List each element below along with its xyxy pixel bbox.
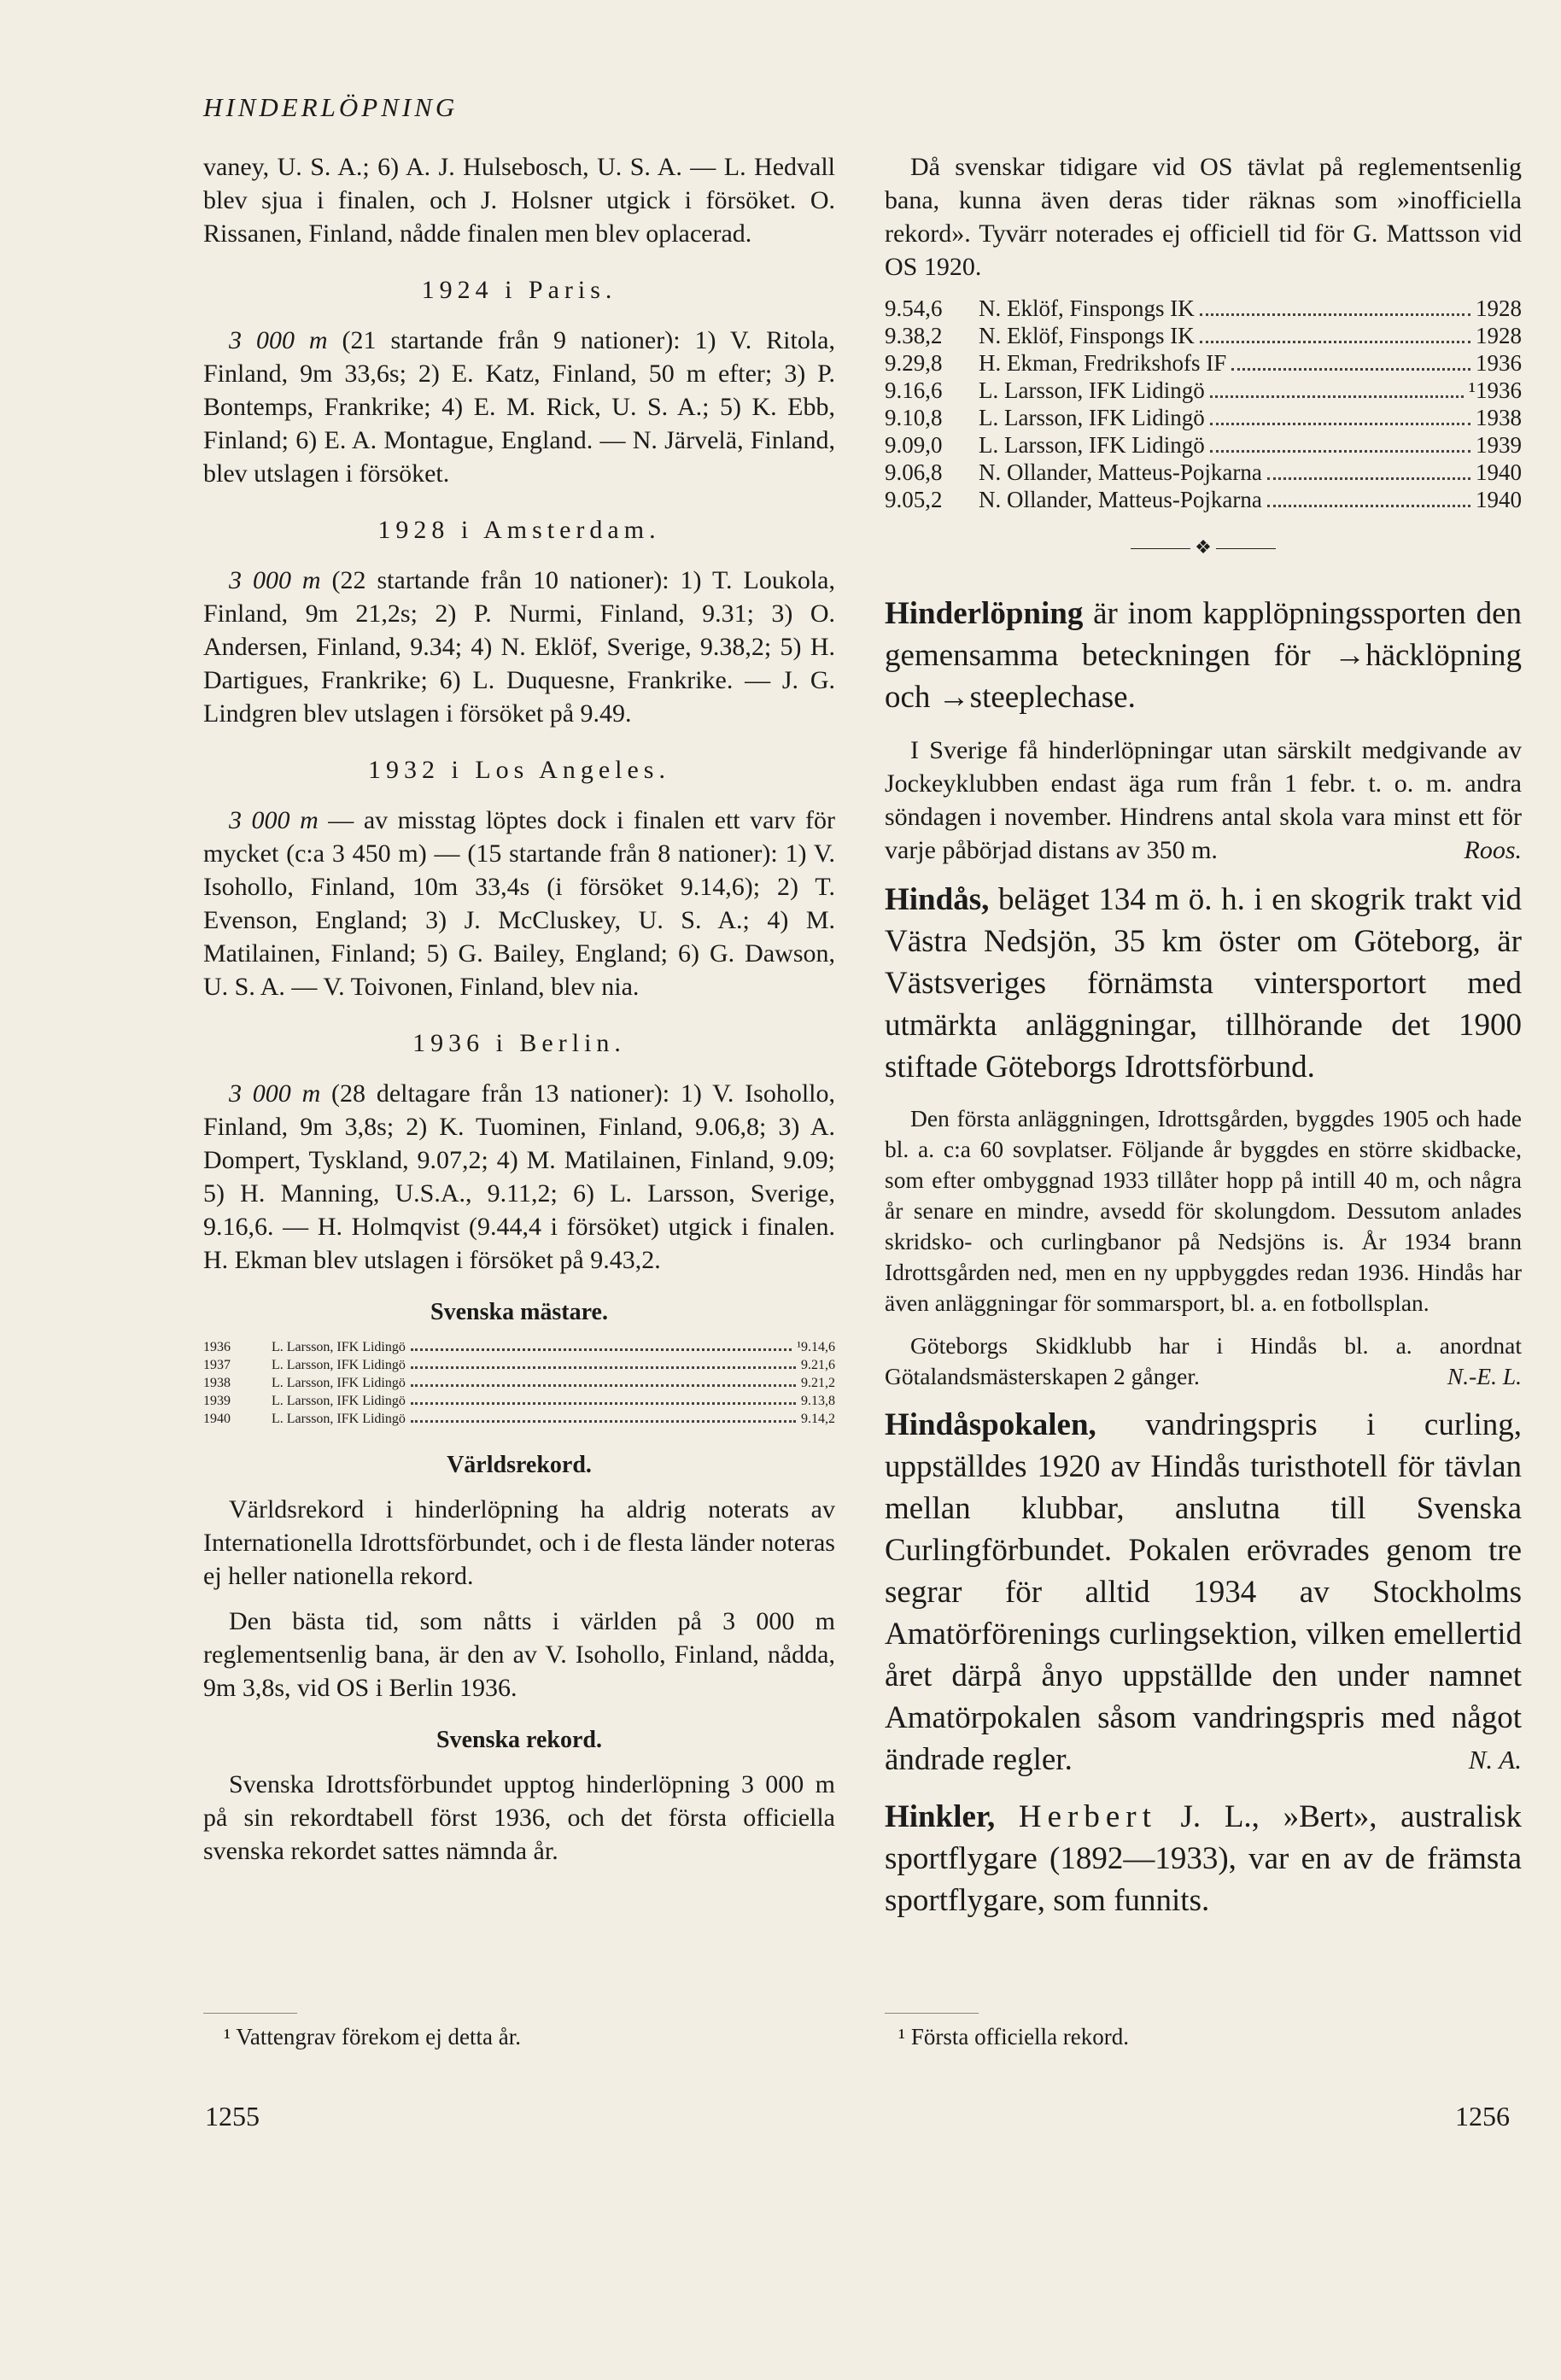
- right-footnote-rule: [885, 2013, 979, 2014]
- section-ornament: [885, 536, 1522, 558]
- author-signature: Roos.: [1464, 836, 1522, 864]
- masters-heading: Svenska mästare.: [430, 1299, 608, 1325]
- event-label: 3 000 m: [229, 326, 328, 354]
- table-row: 9.06,8 N. Ollander, Matteus-Pojkarna 1940: [885, 459, 1522, 485]
- left-page-number: 1255: [205, 2101, 260, 2131]
- author-signature: N.-E. L.: [1447, 1363, 1522, 1389]
- running-header: HINDERLÖPNING: [203, 92, 459, 122]
- entry-hinkler: Hinkler, Herbert J. L., »Bert», australisk sportflygare (1892—1933), var en av de främsta sportflygare, som funnits.: [885, 1799, 1522, 1918]
- left-footnote-rule: [203, 2013, 297, 2014]
- entry-hinderlopning: Hinderlöpning är inom kapplöpningssporten den gemensamma beteckningen för →häcklöpning och →steeplechase.: [885, 596, 1522, 715]
- author-signature: N. A.: [1468, 1745, 1522, 1775]
- hindas-paragraph-3: Göteborgs Skidklubb har i Hindås bl. a. anordnat Götalandsmästerskapen 2 gånger. N.-E. L.: [885, 1330, 1522, 1392]
- table-row: 9.09,0 L. Larsson, IFK Lidingö 1939: [885, 432, 1522, 458]
- paragraph-1936: 3 000 m (28 deltagare från 13 nationer): 1) V. Isohollo, Finland, 9m 3,8s; 2) K. Tuominen, Finland, 9.06,8; 3) A. Dompert, Tyskland, 9.07,2; 4) M. Matilainen, Finland, 9.09; 5) H. Manning, U.S.A., 9.11,2; 6) L. Larsson, Sverige, 9.16,6. — H. Holmqvist (9.44,4 i försöket) utgick i finalen. H. Ekman blev utslagen i försöket på 9.43,2.: [203, 1079, 835, 1274]
- entry-title: Hinkler,: [885, 1799, 996, 1834]
- event-label: 3 000 m: [229, 1079, 321, 1108]
- table-row: 1936 L. Larsson, IFK Lidingö ¹9.14,6: [203, 1340, 835, 1354]
- table-row: 9.16,6 L. Larsson, IFK Lidingö ¹1936: [885, 377, 1522, 403]
- table-row: 9.38,2 N. Eklöf, Finspongs IK 1928: [885, 323, 1522, 348]
- section-1924-heading: 1924 i Paris.: [421, 276, 617, 304]
- table-row: 9.05,2 N. Ollander, Matteus-Pojkarna 1940: [885, 487, 1522, 512]
- section-1932-heading: 1932 i Los Angeles.: [368, 756, 670, 784]
- paragraph-1924: 3 000 m (21 startande från 9 nationer): 1) V. Ritola, Finland, 9m 33,6s; 2) E. Katz, Finland, 50 m efter; 3) P. Bontemps, Frankrike; 4) E. M. Rick, U. S. A.; 5) K. Ebb, Finland; 6) E. A. Montague, England. — N. Järvelä, Finland, blev utslagen i försöket.: [203, 326, 835, 488]
- table-row: 9.54,6 N. Eklöf, Finspongs IK 1928: [885, 295, 1522, 321]
- world-record-paragraph-1: Världsrekord i hinderlöpning ha aldrig noterats av Internationella Idrottsförbundet, och i de flesta länder noteras ej heller nationella rekord.: [203, 1495, 835, 1590]
- right-column: [885, 150, 1522, 1937]
- table-row: 1937 L. Larsson, IFK Lidingö 9.21,6: [203, 1358, 835, 1372]
- swedish-record-heading: Svenska rekord.: [436, 1727, 602, 1753]
- right-footnote: ¹ Första officiella rekord.: [898, 2024, 1130, 2050]
- entry-hindaspokalen: Hindåspokalen, vandringspris i curling, uppställdes 1920 av Hindås turisthotell för tävlan mellan klubbar, anslutna till Svenska Curlingförbundet. Pokalen erövrades genom tre segrar för alltid 1934 av Stockholms Amatörförenings curlingsektion, vilken emellertid året därpå ånyo uppställde den under namnet Amatörpokalen såsom vandringspris med något ändrade regler. N. A.: [885, 1404, 1522, 1781]
- left-footnote: ¹ Vattengrav förekom ej detta år.: [224, 2024, 521, 2050]
- records-intro-paragraph: Då svenskar tidigare vid OS tävlat på reglementsenlig bana, kunna även deras tider räknas som »inofficiella rekord». Tyvärr noterades ej officiell tid för G. Mattsson vid OS 1920.: [885, 153, 1522, 281]
- records-table: [885, 295, 1522, 514]
- left-column: [203, 150, 835, 1880]
- table-row: 1940 L. Larsson, IFK Lidingö 9.14,2: [203, 1412, 835, 1426]
- section-1928-heading: 1928 i Amsterdam.: [377, 516, 661, 544]
- table-row: 1939 L. Larsson, IFK Lidingö 9.13,8: [203, 1394, 835, 1408]
- right-page-number: 1256: [1455, 2101, 1510, 2131]
- entry-hindas: Hindås, beläget 134 m ö. h. i en skogrik trakt vid Västra Nedsjön, 35 km öster om Göteborg, är Västsveriges förnämsta vintersportort med utmärkta anläggningar, tillhörande det 1900 stiftade Göteborgs Idrottsförbund.: [885, 882, 1522, 1085]
- event-label: 3 000 m: [229, 566, 321, 594]
- entry-title: Hindåspokalen,: [885, 1407, 1096, 1442]
- paragraph-1932: 3 000 m — av misstag löptes dock i finalen ett varv för mycket (c:a 3 450 m) — (15 startande från 8 nationer): 1) V. Isohollo, Finland, 10m 33,4s (i försöket 9.14,6); 2) T. Evenson, England; 3) J. McCluskey, U. S. A.; 4) M. Matilainen, Finland; 5) G. Bailey, England; 6) G. Dawson, U. S. A. — V. Toivonen, Finland, blev nia.: [203, 806, 835, 1001]
- hinderlopning-paragraph-2: I Sverige få hinderlöpningar utan särskilt medgivande av Jockeyklubben endast äga rum från 1 febr. t. o. m. andra söndagen i november. Hindrens antal skola vara minst ett för varje påbörjad distans av 350 m. Roos.: [885, 734, 1522, 867]
- swedish-record-paragraph: Svenska Idrottsförbundet upptog hinderlöpning 3 000 m på sin rekordtabell först 1936, och det första officiella svenska rekordet sattes nämnda år.: [203, 1770, 835, 1865]
- table-row: 1938 L. Larsson, IFK Lidingö 9.21,2: [203, 1376, 835, 1390]
- world-record-heading: Världsrekord.: [447, 1452, 592, 1478]
- table-row: 9.29,8 H. Ekman, Fredrikshofs IF 1936: [885, 350, 1522, 376]
- intro-paragraph: vaney, U. S. A.; 6) A. J. Hulsebosch, U. S. A. — L. Hedvall blev sjua i finalen, och J. Holsner utgick i försöket. O. Rissanen, Finland, nådde finalen men blev oplacerad.: [203, 153, 835, 248]
- table-row: 9.10,8 L. Larsson, IFK Lidingö 1938: [885, 405, 1522, 430]
- world-record-paragraph-2: Den bästa tid, som nåtts i världen på 3 000 m reglementsenlig bana, är den av V. Isohollo, Finland, nådda, 9m 3,8s, vid OS i Berlin 1936.: [203, 1607, 835, 1702]
- entry-title: Hindås,: [885, 882, 990, 917]
- entry-title: Hinderlöpning: [885, 596, 1084, 631]
- entry-spaced-name: Herbert: [1018, 1799, 1157, 1834]
- paragraph-1928: 3 000 m (22 startande från 10 nationer): 1) T. Loukola, Finland, 9m 21,2s; 2) P. Nurmi, Finland, 9.31; 3) O. Andersen, Finland, 9.34; 4) N. Eklöf, Sverige, 9.38,2; 5) H. Dartigues, Frankrike; 6) L. Duquesne, Frankrike. — J. G. Lindgren blev utslagen i försöket på 9.49.: [203, 566, 835, 728]
- diamond-ornament-icon: ❖: [1195, 536, 1212, 558]
- section-1936-heading: 1936 i Berlin.: [412, 1029, 626, 1057]
- masters-table: [203, 1340, 835, 1430]
- event-label: 3 000 m: [229, 806, 319, 834]
- hindas-paragraph-2: Den första anläggningen, Idrottsgården, byggdes 1905 och hade bl. a. c:a 60 sovplatser. Följande år byggdes en större skidbacke, som efter ombyggnad 1933 tillåter hopp på intill 40 m, och några år senare en mindre, avsedd för skolungdom. Dessutom anlades skridsko- och curlingbanor på Nedsjöns is. År 1934 brann Idrottsgården ned, men en ny uppbyggdes redan 1936. Hindås har även anläggningar för sommarsport, bl. a. en fotbollsplan.: [885, 1105, 1522, 1316]
